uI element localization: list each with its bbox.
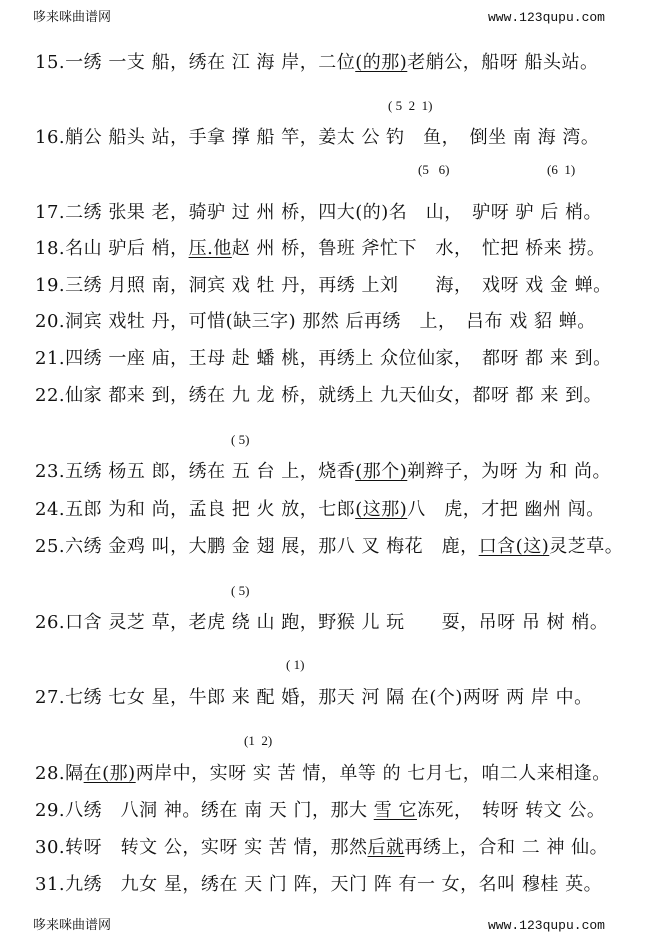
lyric-text: 冻死， 转呀 转文 公。 — [416, 800, 606, 821]
lyric-text: 28.隔 — [35, 763, 84, 784]
lyric-underlined: (这那) — [355, 499, 408, 520]
lyric-underlined: (的那) — [355, 52, 408, 73]
lyric-underlined: (那个) — [355, 461, 408, 482]
lyric-line-21: 21.四绣 一座 庙，王母 赴 蟠 桃，再绣上 众位仙家， 都呀 都 来 到。 — [35, 348, 612, 369]
notation-26: ( 1) — [286, 657, 305, 672]
lyric-text: 23.五绣 杨五 郎，绣在 五 台 上，烧香 — [35, 461, 356, 482]
lyric-text: 29.八绣 八洞 神。绣在 南 天 门，那大 — [35, 800, 374, 821]
lyric-line-28 — [35, 763, 635, 785]
lyric-line-18 — [35, 238, 635, 260]
header-url: www.123qupu.com — [487, 10, 605, 25]
notation-16-a: (5 6) — [418, 162, 450, 177]
lyric-text: 30.转呀 转文 公，实呀 实 苦 情，那然 — [35, 837, 368, 858]
lyric-line-15 — [35, 52, 635, 74]
header-site-name: 哆来咪曲谱网 — [33, 10, 112, 25]
notation-25: ( 5) — [231, 583, 250, 598]
lyric-text: 赵 州 桥，鲁班 斧忙下 水， 忙把 桥来 捞。 — [231, 238, 606, 259]
lyric-underlined: 在(那) — [83, 763, 136, 784]
footer-url: www.123qupu.com — [487, 918, 605, 933]
lyric-line-19: 19.三绣 月照 南，洞宾 戏 牡 丹，再绣 上刘 海， 戏呀 戏 金 蝉。 — [35, 275, 612, 296]
lyric-line-30 — [35, 837, 635, 859]
lyric-line-17: 17.二绣 张果 老，骑驴 过 州 桥，四大(的)名 山， 驴呀 驴 后 梢。 — [35, 202, 602, 223]
lyric-line-24 — [35, 499, 635, 521]
notation-22: ( 5) — [231, 432, 250, 447]
lyric-line-16: 16.艄公 船头 站，手拿 撑 船 竿，姜太 公 钓 鱼， 倒坐 南 海 湾。 — [35, 127, 600, 148]
lyric-text: 15.一绣 一支 船，绣在 江 海 岸，二位 — [35, 52, 356, 73]
lyric-text: 剃辫子，为呀 为 和 尚。 — [407, 461, 611, 482]
notation-16-b: (6 1) — [547, 162, 576, 177]
lyric-underlined: 后就 — [367, 837, 405, 858]
lyric-line-27: 27.七绣 七女 星，牛郎 来 配 婚，那天 河 隔 在(个)两呀 两 岸 中。 — [35, 687, 593, 708]
lyric-line-25 — [35, 536, 635, 558]
lyric-text: 八 虎，才把 幽州 闯。 — [407, 499, 605, 520]
notation-27: (1 2) — [244, 733, 273, 748]
notation-15: ( 5 2 1) — [388, 98, 433, 113]
lyric-text: 24.五郎 为和 尚，孟良 把 火 放，七郎 — [35, 499, 356, 520]
footer-site-name: 哆来咪曲谱网 — [33, 918, 112, 933]
lyric-line-31: 31.九绣 九女 星，绣在 天 门 阵，天门 阵 有一 女，名叫 穆桂 英。 — [35, 874, 603, 895]
lyric-text: 两岸中，实呀 实 苦 情，单等 的 七月七，咱二人来相逢。 — [135, 763, 611, 784]
lyric-line-26: 26.口含 灵芝 草，老虎 绕 山 跑，野猴 儿 玩 耍，吊呀 吊 树 梢。 — [35, 612, 609, 633]
lyric-text: 25.六绣 金鸡 叫，大鹏 金 翅 展，那八 叉 梅花 鹿， — [35, 536, 479, 557]
lyric-line-29 — [35, 800, 635, 822]
lyric-line-22: 22.仙家 都来 到，绣在 九 龙 桥，就绣上 九天仙女，都呀 都 来 到。 — [35, 385, 603, 406]
lyric-text: 老艄公，船呀 船头站。 — [407, 52, 599, 73]
lyric-underlined: 雪 它 — [373, 800, 417, 821]
lyric-line-20: 20.洞宾 戏牡 丹，可惜(缺三字) 那然 后再绣 上， 吕布 戏 貂 蝉。 — [35, 311, 596, 332]
lyric-underlined: 口含(这) — [478, 536, 550, 557]
lyric-text: 18.名山 驴后 梢， — [35, 238, 189, 259]
lyric-underlined: 压.他 — [188, 238, 232, 259]
lyric-text: 灵芝草。 — [549, 536, 624, 557]
lyric-text: 再绣上，合和 二 神 仙。 — [404, 837, 609, 858]
lyric-line-23 — [35, 461, 635, 483]
